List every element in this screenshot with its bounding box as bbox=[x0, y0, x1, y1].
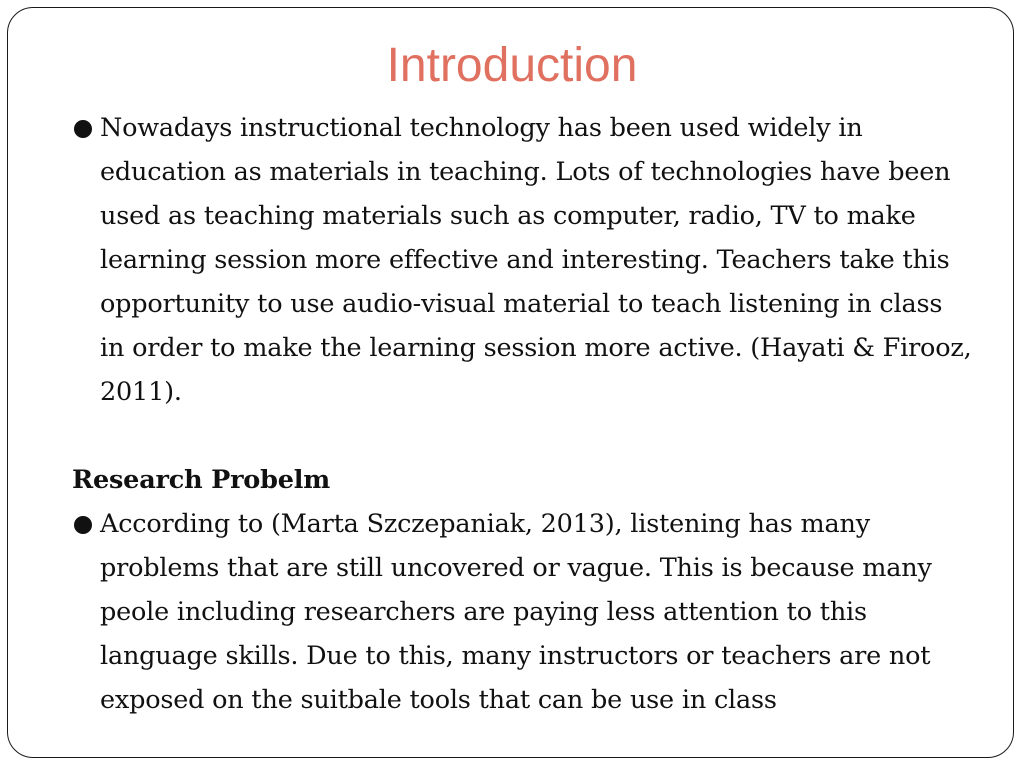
bullet-dot-icon bbox=[74, 516, 92, 534]
bullet-problem bbox=[72, 502, 972, 722]
slide-title: Introduction bbox=[386, 39, 638, 92]
problem-text: According to (Marta Szczepaniak, 2013), listening has many problems that are still uncovered or vague. This is because many peole including researchers are paying less attention to this language skills. Due to this, many instructors or teachers are not exposed on the suitbale tools that can be use in class bbox=[100, 509, 932, 715]
intro-text: Nowadays instructional technology has been used widely in education as materials in teaching. Lots of technologies have been used as teaching materials such as computer, radio, TV to make learning session more effective and interesting. Teachers take this opportunity to use audio-visual material to teach listening in class in order to make the learning session more active. (Hayati & Firooz, 2011). bbox=[100, 113, 972, 407]
bullet-intro bbox=[72, 106, 972, 414]
section-heading: Research Probelm bbox=[72, 465, 331, 495]
bullet-dot-icon bbox=[74, 120, 92, 138]
slide-content bbox=[72, 106, 972, 722]
